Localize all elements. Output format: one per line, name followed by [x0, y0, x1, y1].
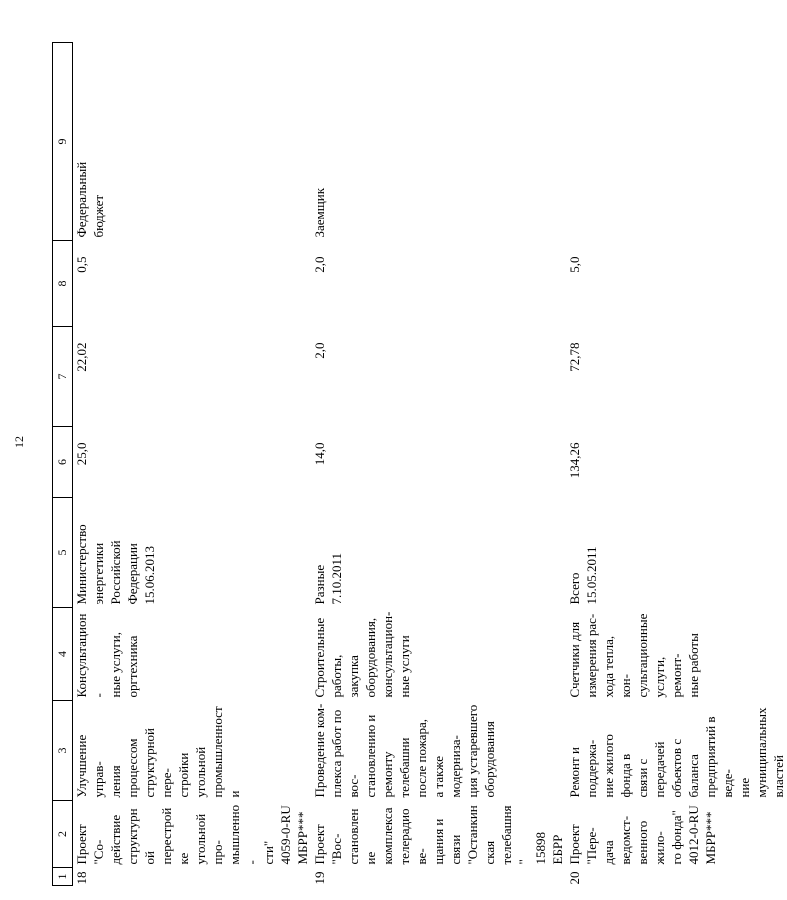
column-header: 6: [53, 427, 73, 498]
header-row: [53, 43, 73, 886]
table-row: [311, 43, 566, 886]
procurement-items: Строительные работы, закупка оборудования, консультацион- ные услуги: [312, 611, 412, 698]
executor-and-date: Разные 7.10.2011: [312, 552, 344, 605]
value-col6: 14,0: [312, 442, 327, 466]
value-col8: 0,5: [74, 256, 89, 273]
project-purpose: Ремонт и поддержа- ние жилого фонда в связи с передачей объектов с баланса предприятий в веде- ние муниципальных властей: [567, 707, 786, 798]
value-col8: 5,0: [567, 256, 582, 273]
project-purpose: Проведение ком- плекса работ по вос- становлению и ремонту телебашни после пожара, а также модерниза- ция устаревшего оборудования: [312, 703, 497, 798]
project-name: Проект "Вос- становление комплекса телерадиове- щания и связи "Останкинская телебашня" 15898 ЕБРР: [312, 805, 565, 865]
executor-and-date: Министерство энергетики Российской Федерации 15.06.2013: [74, 524, 157, 605]
column-header: 8: [53, 241, 73, 327]
value-col8: 2,0: [312, 256, 327, 273]
rotated-page: [52, 43, 786, 886]
value-col7: 2,0: [312, 342, 327, 359]
row-number: 19: [312, 871, 327, 885]
table-row: [73, 43, 312, 886]
value-col7: 72,78: [567, 342, 582, 372]
procurement-items: Счетчики для измерения рас- хода тепла, кон- сультационные услуги, ремонт- ные работы: [567, 613, 701, 698]
value-col6: 25,0: [74, 442, 89, 466]
column-header: 9: [53, 43, 73, 241]
projects-table: [52, 42, 787, 886]
column-header: 7: [53, 327, 73, 427]
column-header: 2: [53, 801, 73, 868]
column-header: 4: [53, 608, 73, 701]
row-number: 20: [567, 871, 582, 885]
procurement-items: Консультацион- ные услуги, оргтехника: [74, 613, 140, 698]
table-row: [566, 43, 787, 886]
column-header: 1: [53, 868, 73, 886]
executor-and-date: Всего 15.05.2011: [567, 546, 599, 605]
column-header: 5: [53, 498, 73, 608]
value-col7: 22,02: [74, 342, 89, 372]
value-col6: 134,26: [567, 442, 582, 479]
project-name: Проект "Пере- дача ведомст- венного жило- го фонда" 4012-0-RU МБРР***: [567, 805, 718, 865]
funding-source: Заемщик: [312, 187, 327, 238]
column-header: 3: [53, 701, 73, 801]
row-number: 18: [74, 871, 89, 885]
project-purpose: Улучшение управ- ления процессом структурной пере- стройки угольной промышленности: [74, 706, 242, 798]
project-name: Проект "Со- действие структурной перестройке угольной про- мышленно- сти" 4059-0-RU МБРР***: [74, 804, 310, 865]
page-number: 12: [12, 436, 26, 448]
funding-source: Федеральный бюджет: [74, 161, 106, 238]
